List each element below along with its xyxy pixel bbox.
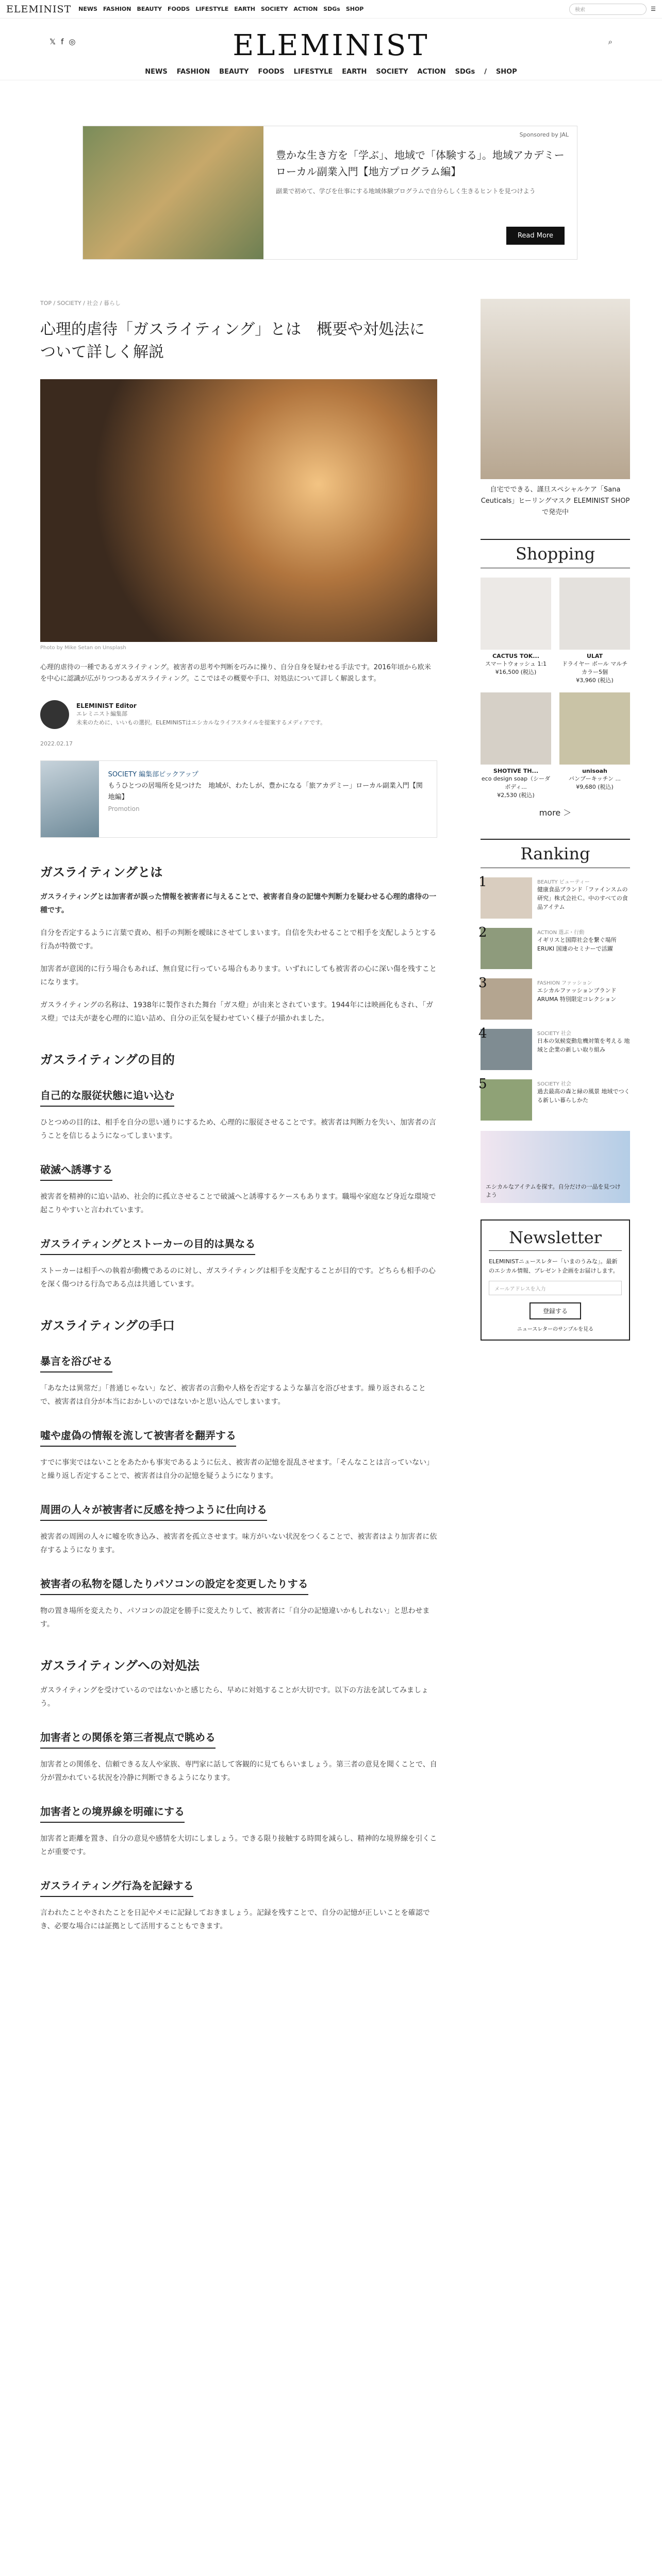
main-nav-item[interactable]: SHOP: [495, 68, 517, 76]
paragraph: ストーカーは相手への執着が動機であるのに対し、ガスライティングは相手を支配することが目的です。どちらも相手の心を深く傷つける行為である点は共通しています。: [40, 1267, 436, 1289]
ranking-title: Ranking: [481, 839, 630, 868]
email-field[interactable]: メールアドレスを入力: [489, 1281, 622, 1295]
main-nav-item[interactable]: BEAUTY: [219, 68, 249, 76]
main-nav-item[interactable]: EARTH: [342, 68, 367, 76]
ranking-number: 4: [478, 1026, 487, 1041]
top-logo[interactable]: ELEMINIST: [6, 3, 72, 15]
paragraph: ガスライティングを受けているのではないかと感じたら、早めに対処することが大切です。以下の方法を試してみましょう。: [40, 1686, 429, 1708]
sidebar-banner[interactable]: [481, 1131, 630, 1203]
paragraph: 加害者との関係を、信頼できる友人や家族、専門家に話して客観的に見てもらいましょう。第三者の意見を聞くことで、自分が置かれている状況を冷静に判断できるようになります。: [40, 1760, 437, 1782]
shop-item-name: SHOTIVE TH...: [493, 768, 539, 774]
ranking-category: SOCIETY 社会: [537, 1031, 571, 1037]
main-nav-item[interactable]: FOODS: [258, 68, 285, 76]
ranking-item[interactable]: [478, 1076, 630, 1121]
top-nav-item[interactable]: FASHION: [103, 6, 131, 12]
newsletter-desc: ELEMINISTニュースレター「いまのうみな」。最新のエシカル情報、プレゼント企画をお届けします。: [489, 1258, 619, 1274]
main-nav-item[interactable]: SOCIETY: [376, 68, 408, 76]
ranking-image: [481, 877, 532, 919]
ranking-title-text: 健康食品ブランド「ファインスムの研究」株式会社Ｃ。中のすべての食品アイテム: [537, 886, 628, 910]
author-desc: 未来のために、いいもの選択。ELEMINISTはエシカルなライフスタイルを提案するメディアです。: [76, 719, 326, 726]
sub-heading: 周囲の人々が被害者に反感を持つように仕向ける: [40, 1502, 267, 1521]
sidebar: [478, 299, 630, 1341]
breadcrumb[interactable]: TOP / SOCIETY / 社会 / 暮らし: [40, 300, 121, 307]
paragraph: 加害者と距離を置き、自分の意見や感情を大切にしましょう。できる限り接触する時間を減らし、精神的な境界線を引くことが重要です。: [40, 1835, 437, 1856]
ranking-category: BEAUTY ビューティー: [537, 879, 590, 885]
shop-item-name: CACTUS TOK...: [492, 653, 539, 659]
promo-card[interactable]: [40, 760, 437, 838]
newsletter-title: Newsletter: [489, 1228, 622, 1251]
top-nav-item[interactable]: SHOP: [345, 6, 364, 12]
lead-text: 心理的虐待の一種であるガスライティング。被害者の思考や判断を巧みに操り、自分自身を疑わせる手法です。2016年頃から欧米を中心に認識が広がりつつあるガスライティング。ここではその概要や手口、対処法について詳しく解説します。: [40, 664, 431, 683]
ranking-number: 5: [478, 1076, 487, 1092]
newsletter-sample-link[interactable]: ニュースレターのサンプルを見る: [517, 1327, 594, 1332]
ranking-image: [481, 1029, 532, 1070]
top-nav-item[interactable]: FOODS: [167, 6, 190, 12]
ranking-title-text: イギリスと国際社会を繋ぐ場所 ERUKI 国連のセミナーで活躍: [537, 937, 617, 952]
subscribe-button[interactable]: 登録する: [529, 1302, 581, 1319]
sub-heading: ガスライティング行為を記録する: [40, 1878, 193, 1897]
author-box: [40, 700, 437, 729]
paragraph: 自分を否定するように言葉で責め、相手の判断を曖昧にさせてしまいます。自信を失わせることで相手を支配しようとする行為が特徴です。: [40, 929, 437, 951]
shop-item-image: [559, 692, 630, 765]
shop-item-desc: eco design soap（シーダボディ...: [481, 775, 551, 790]
ad-desc: 副業で初めて、学びを仕事にする地域体験プログラムで自分らしく生きるヒントを見つけよう: [276, 188, 536, 195]
sub-heading: 加害者との関係を第三者視点で眺める: [40, 1730, 216, 1749]
ranking-category: SOCIETY 社会: [537, 1081, 571, 1087]
top-nav-item[interactable]: ACTION: [293, 6, 318, 12]
ranking-number: 3: [478, 975, 487, 991]
ad-body: [263, 126, 577, 259]
ranking-category: FASHION ファッション: [537, 980, 592, 986]
sidebar-ad-image[interactable]: [481, 299, 630, 479]
photo-caption: Photo by Mike Setan on Unsplash: [40, 645, 126, 651]
shop-item-name: unisoah: [582, 768, 607, 774]
main-nav-item[interactable]: FASHION: [176, 68, 210, 76]
shop-item-price: ¥3,960 (税込): [576, 677, 614, 684]
sub-heading: 嘘や虚偽の情報を流して被害者を翻弄する: [40, 1428, 236, 1447]
ad-banner[interactable]: [82, 126, 577, 260]
paragraph: 言われたことやされたことを日記やメモに記録しておきましょう。記録を残すことで、自分の記憶が正しいことを確認でき、必要な場合には証拠として活用することもできます。: [40, 1909, 430, 1930]
ranking-image: [481, 928, 532, 969]
top-nav-item[interactable]: SOCIETY: [261, 6, 288, 12]
shop-grid: [481, 578, 630, 799]
sub-heading: ガスライティングとストーカーの目的は異なる: [40, 1236, 255, 1255]
paragraph: 物の置き場所を変えたり、パソコンの設定を勝手に変えたりして、被害者に「自分の記憶違いかもしれない」と思わせます。: [40, 1607, 430, 1629]
site-header: [0, 19, 662, 80]
shop-item-image: [559, 578, 630, 650]
shop-item-desc: バンブーキッチン ...: [569, 775, 621, 782]
ranking-list: [478, 874, 630, 1121]
main-nav-item[interactable]: SDGs: [455, 68, 475, 76]
ad-image: [83, 126, 263, 259]
main-nav-item[interactable]: ACTION: [417, 68, 446, 76]
site-logo[interactable]: ELEMINIST: [233, 29, 429, 62]
top-right: [569, 4, 656, 15]
newsletter-box: [481, 1219, 630, 1341]
ranking-title-text: 日本の気候変動危機対策を考える 地域と企業の新しい取り組み: [537, 1038, 630, 1053]
top-nav-item[interactable]: LIFESTYLE: [195, 6, 229, 12]
sidebar-banner-text: エシカルなアイテムを探す。自分だけの一品を見つけよう: [486, 1183, 621, 1198]
sub-heading: 加害者との境界線を明確にする: [40, 1804, 185, 1823]
promo-title[interactable]: もうひとつの居場所を見つけた 地域が、わたしが、豊かになる「旅アカデミー」ローカル副業入門【関地編】: [108, 782, 423, 801]
ranking-item[interactable]: [478, 1026, 630, 1070]
shop-more-link[interactable]: more ＞: [539, 808, 572, 818]
search-icon[interactable]: ⌕: [608, 37, 613, 46]
paragraph: ひとつめの目的は、相手を自分の思い通りにするため、心理的に服従させることです。被害者は判断力を失い、加害者の言うことを信じるようになってしまいます。: [40, 1118, 437, 1140]
ranking-number: 1: [478, 874, 487, 890]
ad-title: 豊かな生き方を「学ぶ」、地域で「体験する」。地域アカデミー ローカル副業入門【地方プログラム編】: [276, 149, 565, 178]
shop-item-desc: スマートウォッシュ 1:1: [485, 660, 547, 667]
paragraph: 被害者を精神的に追い詰め、社会的に孤立させることで破滅へと誘導するケースもあります。職場や家庭など身近な環境で起こりやすいと言われています。: [40, 1193, 436, 1214]
main-nav: [0, 68, 662, 76]
paragraph: すでに事実ではないことをあたかも事実であるように伝え、被害者の記憶を混乱させます。「そんなことは言っていない」と繰り返し否定することで、被害者は自分の記憶を疑うようになります。: [40, 1459, 434, 1480]
main-nav-item[interactable]: LIFESTYLE: [293, 68, 333, 76]
hero-image: [40, 379, 437, 642]
top-nav-item[interactable]: SDGs: [323, 6, 340, 12]
promo-tag: SOCIETY 編集部ピックアップ: [108, 771, 198, 778]
shop-item-image: [481, 578, 551, 650]
ranking-category: ACTION 選ぶ・行動: [537, 930, 585, 936]
top-nav-item[interactable]: EARTH: [234, 6, 255, 12]
shop-item[interactable]: [559, 578, 630, 684]
shopping-title: Shopping: [481, 539, 630, 568]
search-input[interactable]: 検索: [569, 4, 647, 15]
top-nav: [78, 6, 369, 12]
shop-item-price: ¥9,680 (税込): [576, 784, 614, 790]
sub-heading: 被害者の私物を隠したりパソコンの設定を変更したりする: [40, 1577, 308, 1595]
promo-image: [41, 761, 99, 837]
instagram-icon[interactable]: ◎: [69, 37, 76, 46]
top-nav-item[interactable]: BEAUTY: [137, 6, 162, 12]
read-more-button[interactable]: Read More: [506, 227, 565, 245]
publish-date: 2022.02.17: [40, 740, 73, 747]
avatar[interactable]: [40, 700, 69, 729]
main-nav-item[interactable]: NEWS: [145, 68, 168, 76]
sidebar-ad-caption[interactable]: 自宅でできる、謹旦スペシャルケア「Sana Ceuticals」ヒーリングマスク ELEMINIST SHOPで発売中: [481, 486, 630, 516]
main-nav-item: /: [484, 68, 487, 76]
ranking-number: 2: [478, 925, 487, 940]
article: [40, 299, 437, 1933]
shop-item-price: ¥2,530 (税込): [497, 792, 535, 799]
section-heading: ガスライティングへの対処法: [40, 1658, 200, 1673]
top-nav-item[interactable]: NEWS: [78, 6, 97, 12]
paragraph: ガスライティングの名称は、1938年に製作された舞台「ガス燈」が由来とされています。1944年には映画化もされ、「ガス燈」では夫が妻を心理的に追い詰め、自分の正気を疑わせていく様子が描かれました。: [40, 1001, 434, 1023]
x-icon[interactable]: 𝕏: [49, 37, 56, 46]
ranking-item[interactable]: [478, 975, 630, 1020]
paragraph: 加害者が意図的に行う場合もあれば、無自覚に行っている場合もあります。いずれにしても被害者の心に深い傷を残すことになります。: [40, 965, 437, 987]
top-bar: [0, 0, 662, 19]
shop-item[interactable]: [481, 692, 551, 799]
promo-label: Promotion: [108, 805, 140, 812]
paragraph: ガスライティングとは加害者が誤った情報を被害者に与えることで、被害者自身の記憶や判断力を疑わせる心理的虐待の一種です。: [40, 893, 437, 914]
paragraph: 「あなたは異常だ」「普通じゃない」など、被害者の言動や人格を否定するような暴言を浴びせます。繰り返されることで、被害者は自分が本当におかしいのではないかと思い込んでしまいます。: [40, 1384, 426, 1406]
shop-item[interactable]: [481, 578, 551, 684]
section-heading: ガスライティングの手口: [40, 1318, 175, 1333]
shop-item-image: [481, 692, 551, 765]
paragraph: 被害者の周囲の人々に嘘を吹き込み、被害者を孤立させます。味方がいない状況をつくることで、被害者はより加害者に依存するようになります。: [40, 1533, 437, 1554]
shop-item-name: ULAT: [586, 653, 603, 659]
sub-heading: 自己的な服従状態に追い込む: [40, 1088, 174, 1107]
ranking-item[interactable]: [478, 925, 630, 969]
author-name[interactable]: ELEMINIST Editor: [76, 702, 137, 709]
page-title: 心理的虐待「ガスライティング」とは 概要や対処法について詳しく解説: [40, 320, 425, 361]
sub-heading: 破滅へ誘導する: [40, 1162, 112, 1181]
facebook-icon[interactable]: f: [61, 37, 64, 46]
section-heading: ガスライティングの目的: [40, 1053, 175, 1067]
menu-icon[interactable]: ☰: [651, 6, 656, 12]
ad-sponsor: Sponsored by JAL: [519, 131, 569, 138]
sub-heading: 暴言を浴びせる: [40, 1354, 112, 1372]
ranking-title-text: 過去最高の森と緑の風景 地域でつくる新しい暮らしかた: [537, 1088, 630, 1104]
ranking-image: [481, 1079, 532, 1121]
ranking-item[interactable]: [478, 874, 630, 919]
shop-item-desc: ドライヤー ボール マルチカラー5個: [561, 660, 628, 675]
shop-item[interactable]: [559, 692, 630, 799]
shop-item-price: ¥16,500 (税込): [495, 669, 537, 675]
author-role: エレミニスト編集部: [76, 710, 127, 717]
section-heading: ガスライティングとは: [40, 865, 163, 879]
ranking-image: [481, 978, 532, 1020]
ranking-title-text: エシカルファッションブランド ARUMA 特別限定コレクション: [537, 987, 617, 1003]
